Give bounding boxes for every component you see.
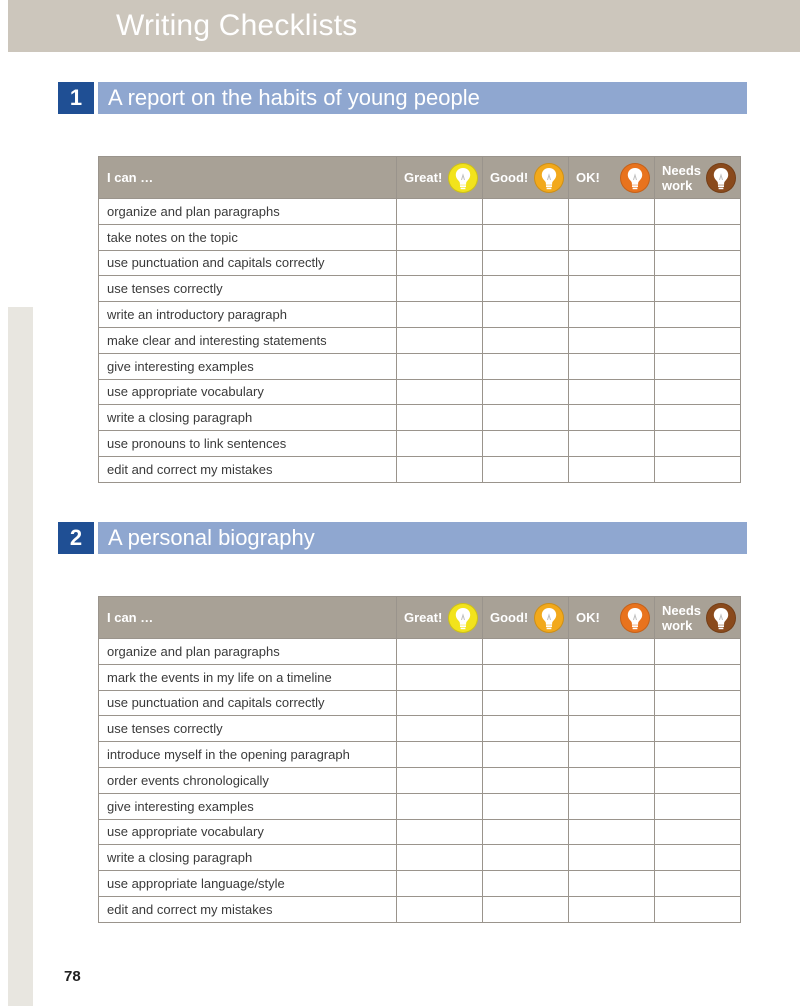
rating-cell-good[interactable] (483, 250, 569, 276)
lightbulb-icon (448, 603, 478, 633)
lightbulb-icon (706, 603, 736, 633)
rating-cell-good[interactable] (483, 690, 569, 716)
checklist-item-label: use tenses correctly (99, 716, 397, 742)
checklist-item-label: give interesting examples (99, 793, 397, 819)
needs-label-line2: work (662, 617, 693, 633)
rating-cell-good[interactable] (483, 199, 569, 225)
rating-cell-ok[interactable] (569, 767, 655, 793)
checklist-row (99, 690, 741, 716)
rating-cell-great[interactable] (397, 690, 483, 716)
section-number: 2 (58, 522, 94, 554)
ok-header (569, 157, 655, 199)
needs-work-header (655, 157, 741, 199)
rating-cell-good[interactable] (483, 379, 569, 405)
rating-cell-great[interactable] (397, 250, 483, 276)
checklist-row (99, 793, 741, 819)
rating-cell-ok[interactable] (569, 716, 655, 742)
rating-cell-ok[interactable] (569, 379, 655, 405)
lightbulb-icon (448, 163, 478, 193)
rating-cell-needs-work[interactable] (655, 871, 741, 897)
rating-cell-ok[interactable] (569, 302, 655, 328)
checklist-item-label: write a closing paragraph (99, 845, 397, 871)
rating-cell-ok[interactable] (569, 353, 655, 379)
rating-cell-needs-work[interactable] (655, 276, 741, 302)
lightbulb-icon (620, 163, 650, 193)
lightbulb-icon (534, 603, 564, 633)
checklist-item-label: use appropriate vocabulary (99, 819, 397, 845)
rating-cell-good[interactable] (483, 871, 569, 897)
rating-cell-needs-work[interactable] (655, 353, 741, 379)
rating-cell-ok[interactable] (569, 456, 655, 482)
rating-cell-great[interactable] (397, 431, 483, 457)
rating-cell-good[interactable] (483, 896, 569, 922)
rating-cell-great[interactable] (397, 742, 483, 768)
needs-work-label (662, 603, 701, 633)
great-label: Great! (404, 170, 443, 185)
needs-label-line1: Needs (662, 162, 702, 178)
rating-cell-needs-work[interactable] (655, 819, 741, 845)
rating-cell-great[interactable] (397, 224, 483, 250)
rating-cell-good[interactable] (483, 664, 569, 690)
checklist-table (98, 596, 741, 923)
good-header (483, 597, 569, 639)
rating-cell-needs-work[interactable] (655, 327, 741, 353)
rating-cell-great[interactable] (397, 379, 483, 405)
checklist-row (99, 871, 741, 897)
lightbulb-icon (706, 163, 736, 193)
great-header (397, 157, 483, 199)
ok-label: OK! (576, 610, 600, 625)
section-title: A report on the habits of young people (98, 82, 747, 114)
rating-cell-needs-work[interactable] (655, 742, 741, 768)
checklist-item-label: use tenses correctly (99, 276, 397, 302)
rating-cell-ok[interactable] (569, 742, 655, 768)
needs-label-line1: Needs (662, 602, 702, 618)
checklist-item-label: use pronouns to link sentences (99, 431, 397, 457)
rating-cell-good[interactable] (483, 327, 569, 353)
checklist-row (99, 405, 741, 431)
rating-cell-needs-work[interactable] (655, 431, 741, 457)
rating-cell-great[interactable] (397, 664, 483, 690)
checklist-header-row (99, 157, 741, 199)
rating-cell-needs-work[interactable] (655, 896, 741, 922)
rating-cell-needs-work[interactable] (655, 793, 741, 819)
rating-cell-good[interactable] (483, 639, 569, 665)
checklist-item-label: use punctuation and capitals correctly (99, 250, 397, 276)
page-title: Writing Checklists (116, 9, 358, 42)
checklist-row (99, 250, 741, 276)
rating-cell-ok[interactable] (569, 871, 655, 897)
rating-cell-good[interactable] (483, 716, 569, 742)
checklist-item-label: edit and correct my mistakes (99, 896, 397, 922)
checklist-row (99, 456, 741, 482)
rating-cell-good[interactable] (483, 276, 569, 302)
rating-cell-ok[interactable] (569, 431, 655, 457)
checklist-item-label: write a closing paragraph (99, 405, 397, 431)
rating-cell-ok[interactable] (569, 819, 655, 845)
needs-label-line2: work (662, 177, 693, 193)
rating-cell-needs-work[interactable] (655, 405, 741, 431)
checklist-row (99, 199, 741, 225)
section-number: 1 (58, 82, 94, 114)
lightbulb-icon (534, 163, 564, 193)
rating-cell-ok[interactable] (569, 250, 655, 276)
rating-cell-great[interactable] (397, 896, 483, 922)
rating-cell-great[interactable] (397, 405, 483, 431)
rating-cell-great[interactable] (397, 456, 483, 482)
good-label: Good! (490, 610, 529, 625)
rating-cell-needs-work[interactable] (655, 250, 741, 276)
checklist-item-label: introduce myself in the opening paragraph (99, 742, 397, 768)
i-can-header: I can … (99, 157, 397, 199)
checklist-item-label: use punctuation and capitals correctly (99, 690, 397, 716)
rating-cell-ok[interactable] (569, 690, 655, 716)
checklist-row (99, 276, 741, 302)
rating-cell-ok[interactable] (569, 793, 655, 819)
checklist-header-row (99, 597, 741, 639)
rating-cell-good[interactable] (483, 302, 569, 328)
rating-cell-great[interactable] (397, 327, 483, 353)
rating-cell-good[interactable] (483, 767, 569, 793)
rating-cell-ok[interactable] (569, 639, 655, 665)
checklist-row (99, 896, 741, 922)
checklist-row (99, 767, 741, 793)
ok-label: OK! (576, 170, 600, 185)
checklist-row (99, 716, 741, 742)
rating-cell-great[interactable] (397, 353, 483, 379)
checklist-item-label: organize and plan paragraphs (99, 639, 397, 665)
rating-cell-ok[interactable] (569, 276, 655, 302)
checklist-item-label: use appropriate language/style (99, 871, 397, 897)
rating-cell-needs-work[interactable] (655, 690, 741, 716)
checklist-item-label: organize and plan paragraphs (99, 199, 397, 225)
header-band (8, 0, 800, 52)
rating-cell-great[interactable] (397, 639, 483, 665)
rating-cell-good[interactable] (483, 405, 569, 431)
rating-cell-great[interactable] (397, 871, 483, 897)
rating-cell-needs-work[interactable] (655, 199, 741, 225)
rating-cell-great[interactable] (397, 819, 483, 845)
rating-cell-needs-work[interactable] (655, 716, 741, 742)
rating-cell-good[interactable] (483, 224, 569, 250)
rating-cell-good[interactable] (483, 456, 569, 482)
rating-cell-ok[interactable] (569, 405, 655, 431)
checklist-row (99, 327, 741, 353)
rating-cell-ok[interactable] (569, 896, 655, 922)
checklist-row (99, 302, 741, 328)
checklist-row (99, 819, 741, 845)
rating-cell-needs-work[interactable] (655, 664, 741, 690)
needs-work-label (662, 163, 701, 193)
rating-cell-needs-work[interactable] (655, 456, 741, 482)
checklist-row (99, 431, 741, 457)
rating-cell-great[interactable] (397, 793, 483, 819)
rating-cell-ok[interactable] (569, 327, 655, 353)
rating-cell-needs-work[interactable] (655, 845, 741, 871)
checklist-row (99, 224, 741, 250)
rating-cell-needs-work[interactable] (655, 639, 741, 665)
great-header (397, 597, 483, 639)
rating-cell-great[interactable] (397, 302, 483, 328)
rating-cell-good[interactable] (483, 431, 569, 457)
checklist-row (99, 353, 741, 379)
checklist-item-label: give interesting examples (99, 353, 397, 379)
rating-cell-ok[interactable] (569, 199, 655, 225)
rating-cell-ok[interactable] (569, 845, 655, 871)
rating-cell-good[interactable] (483, 353, 569, 379)
rating-cell-great[interactable] (397, 276, 483, 302)
checklist-item-label: write an introductory paragraph (99, 302, 397, 328)
checklist-item-label: edit and correct my mistakes (99, 456, 397, 482)
checklist-item-label: take notes on the topic (99, 224, 397, 250)
rating-cell-needs-work[interactable] (655, 224, 741, 250)
rating-cell-good[interactable] (483, 845, 569, 871)
rating-cell-great[interactable] (397, 767, 483, 793)
page-number: 78 (64, 968, 81, 985)
checklist-row (99, 845, 741, 871)
rating-cell-ok[interactable] (569, 664, 655, 690)
i-can-header: I can … (99, 597, 397, 639)
checklist-row (99, 639, 741, 665)
checklist-item-label: make clear and interesting statements (99, 327, 397, 353)
checklist-row (99, 379, 741, 405)
rating-cell-ok[interactable] (569, 224, 655, 250)
section-title: A personal biography (98, 522, 747, 554)
rating-cell-good[interactable] (483, 793, 569, 819)
rating-cell-great[interactable] (397, 845, 483, 871)
checklist-item-label: mark the events in my life on a timeline (99, 664, 397, 690)
checklist-row (99, 742, 741, 768)
checklist-table (98, 156, 741, 483)
lightbulb-icon (620, 603, 650, 633)
side-margin-strip (8, 307, 33, 1006)
checklist-row (99, 664, 741, 690)
rating-cell-great[interactable] (397, 716, 483, 742)
good-header (483, 157, 569, 199)
checklist-item-label: order events chronologically (99, 767, 397, 793)
good-label: Good! (490, 170, 529, 185)
checklist-item-label: use appropriate vocabulary (99, 379, 397, 405)
rating-cell-good[interactable] (483, 819, 569, 845)
ok-header (569, 597, 655, 639)
rating-cell-needs-work[interactable] (655, 302, 741, 328)
rating-cell-needs-work[interactable] (655, 767, 741, 793)
great-label: Great! (404, 610, 443, 625)
needs-work-header (655, 597, 741, 639)
rating-cell-good[interactable] (483, 742, 569, 768)
rating-cell-great[interactable] (397, 199, 483, 225)
rating-cell-needs-work[interactable] (655, 379, 741, 405)
